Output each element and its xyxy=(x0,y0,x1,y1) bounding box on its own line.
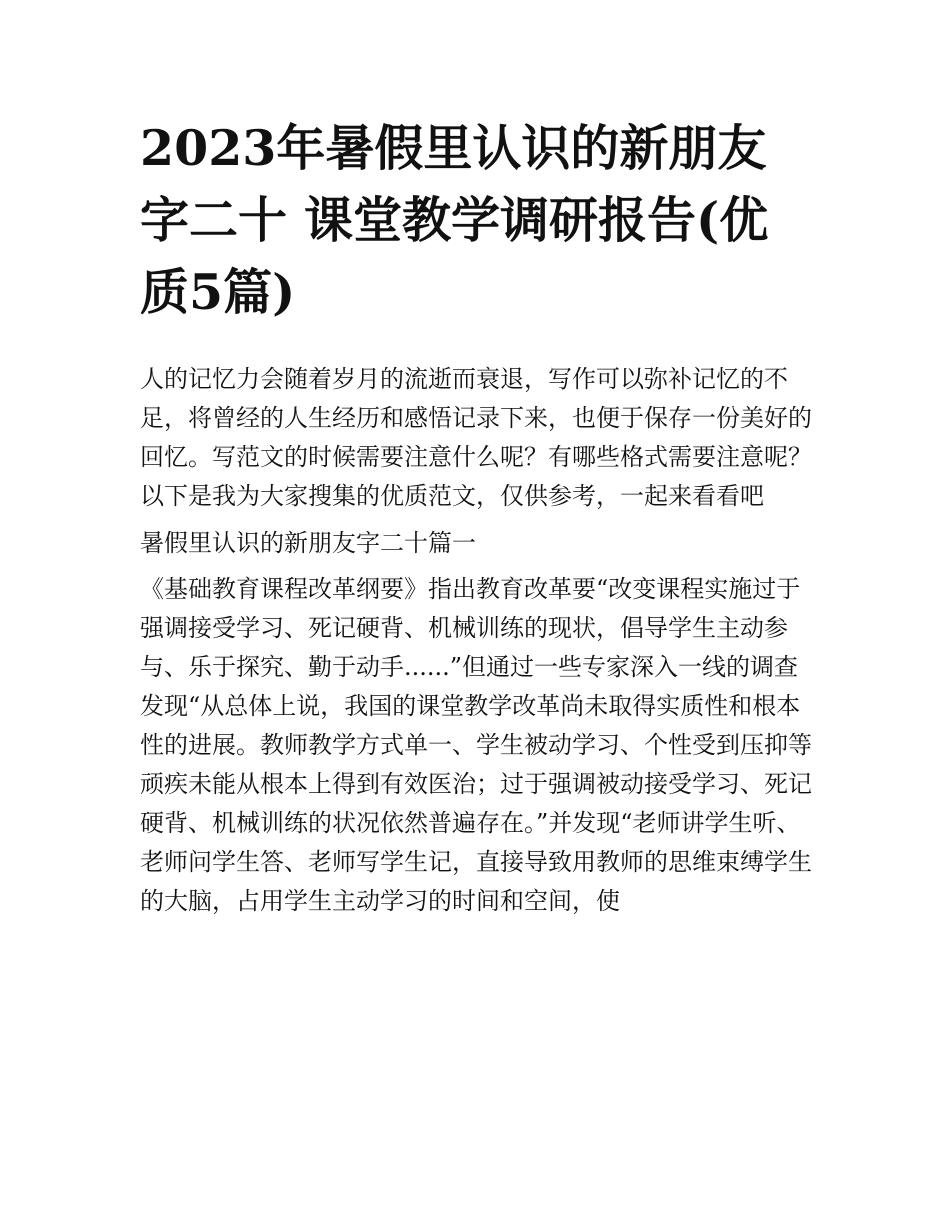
document-title: 2023年暑假里认识的新朋友字二十 课堂教学调研报告(优质5篇) xyxy=(140,119,769,321)
section-heading: 暑假里认识的新朋友字二十篇一 xyxy=(140,529,476,557)
body-paragraph: 《基础教育课程改革纲要》指出教育改革要“改变课程实施过于强调接受学习、死记硬背、机械训练的现状，倡导学生主动参与、乐于探究、勤于动手......”但通过一些专家深入一线的调查发现“从总体上说，我国的课堂教学改革尚未取得实质性和根本性的进展。教师教学方式单一、学生被动学习、个性受到压抑等顽疾未能从根本上得到有效医治；过于强调被动接受学习、死记硬背、机械训练的状况依然普遍存在。”并发现“老师讲学生听、老师问学生答、老师写学生记，直接导致用教师的思维束缚学生的大脑，占用学生主动学习的时间和空间，使 xyxy=(140,575,812,915)
intro-paragraph: 人的记忆力会随着岁月的流逝而衰退，写作可以弥补记忆的不足，将曾经的人生经历和感悟记录下来，也便于保存一份美好的回忆。写范文的时候需要注意什么呢？有哪些格式需要注意呢？以下是我为大家搜集的优质范文，仅供参考，一起来看看吧 xyxy=(140,365,812,510)
document-page xyxy=(140,112,812,921)
